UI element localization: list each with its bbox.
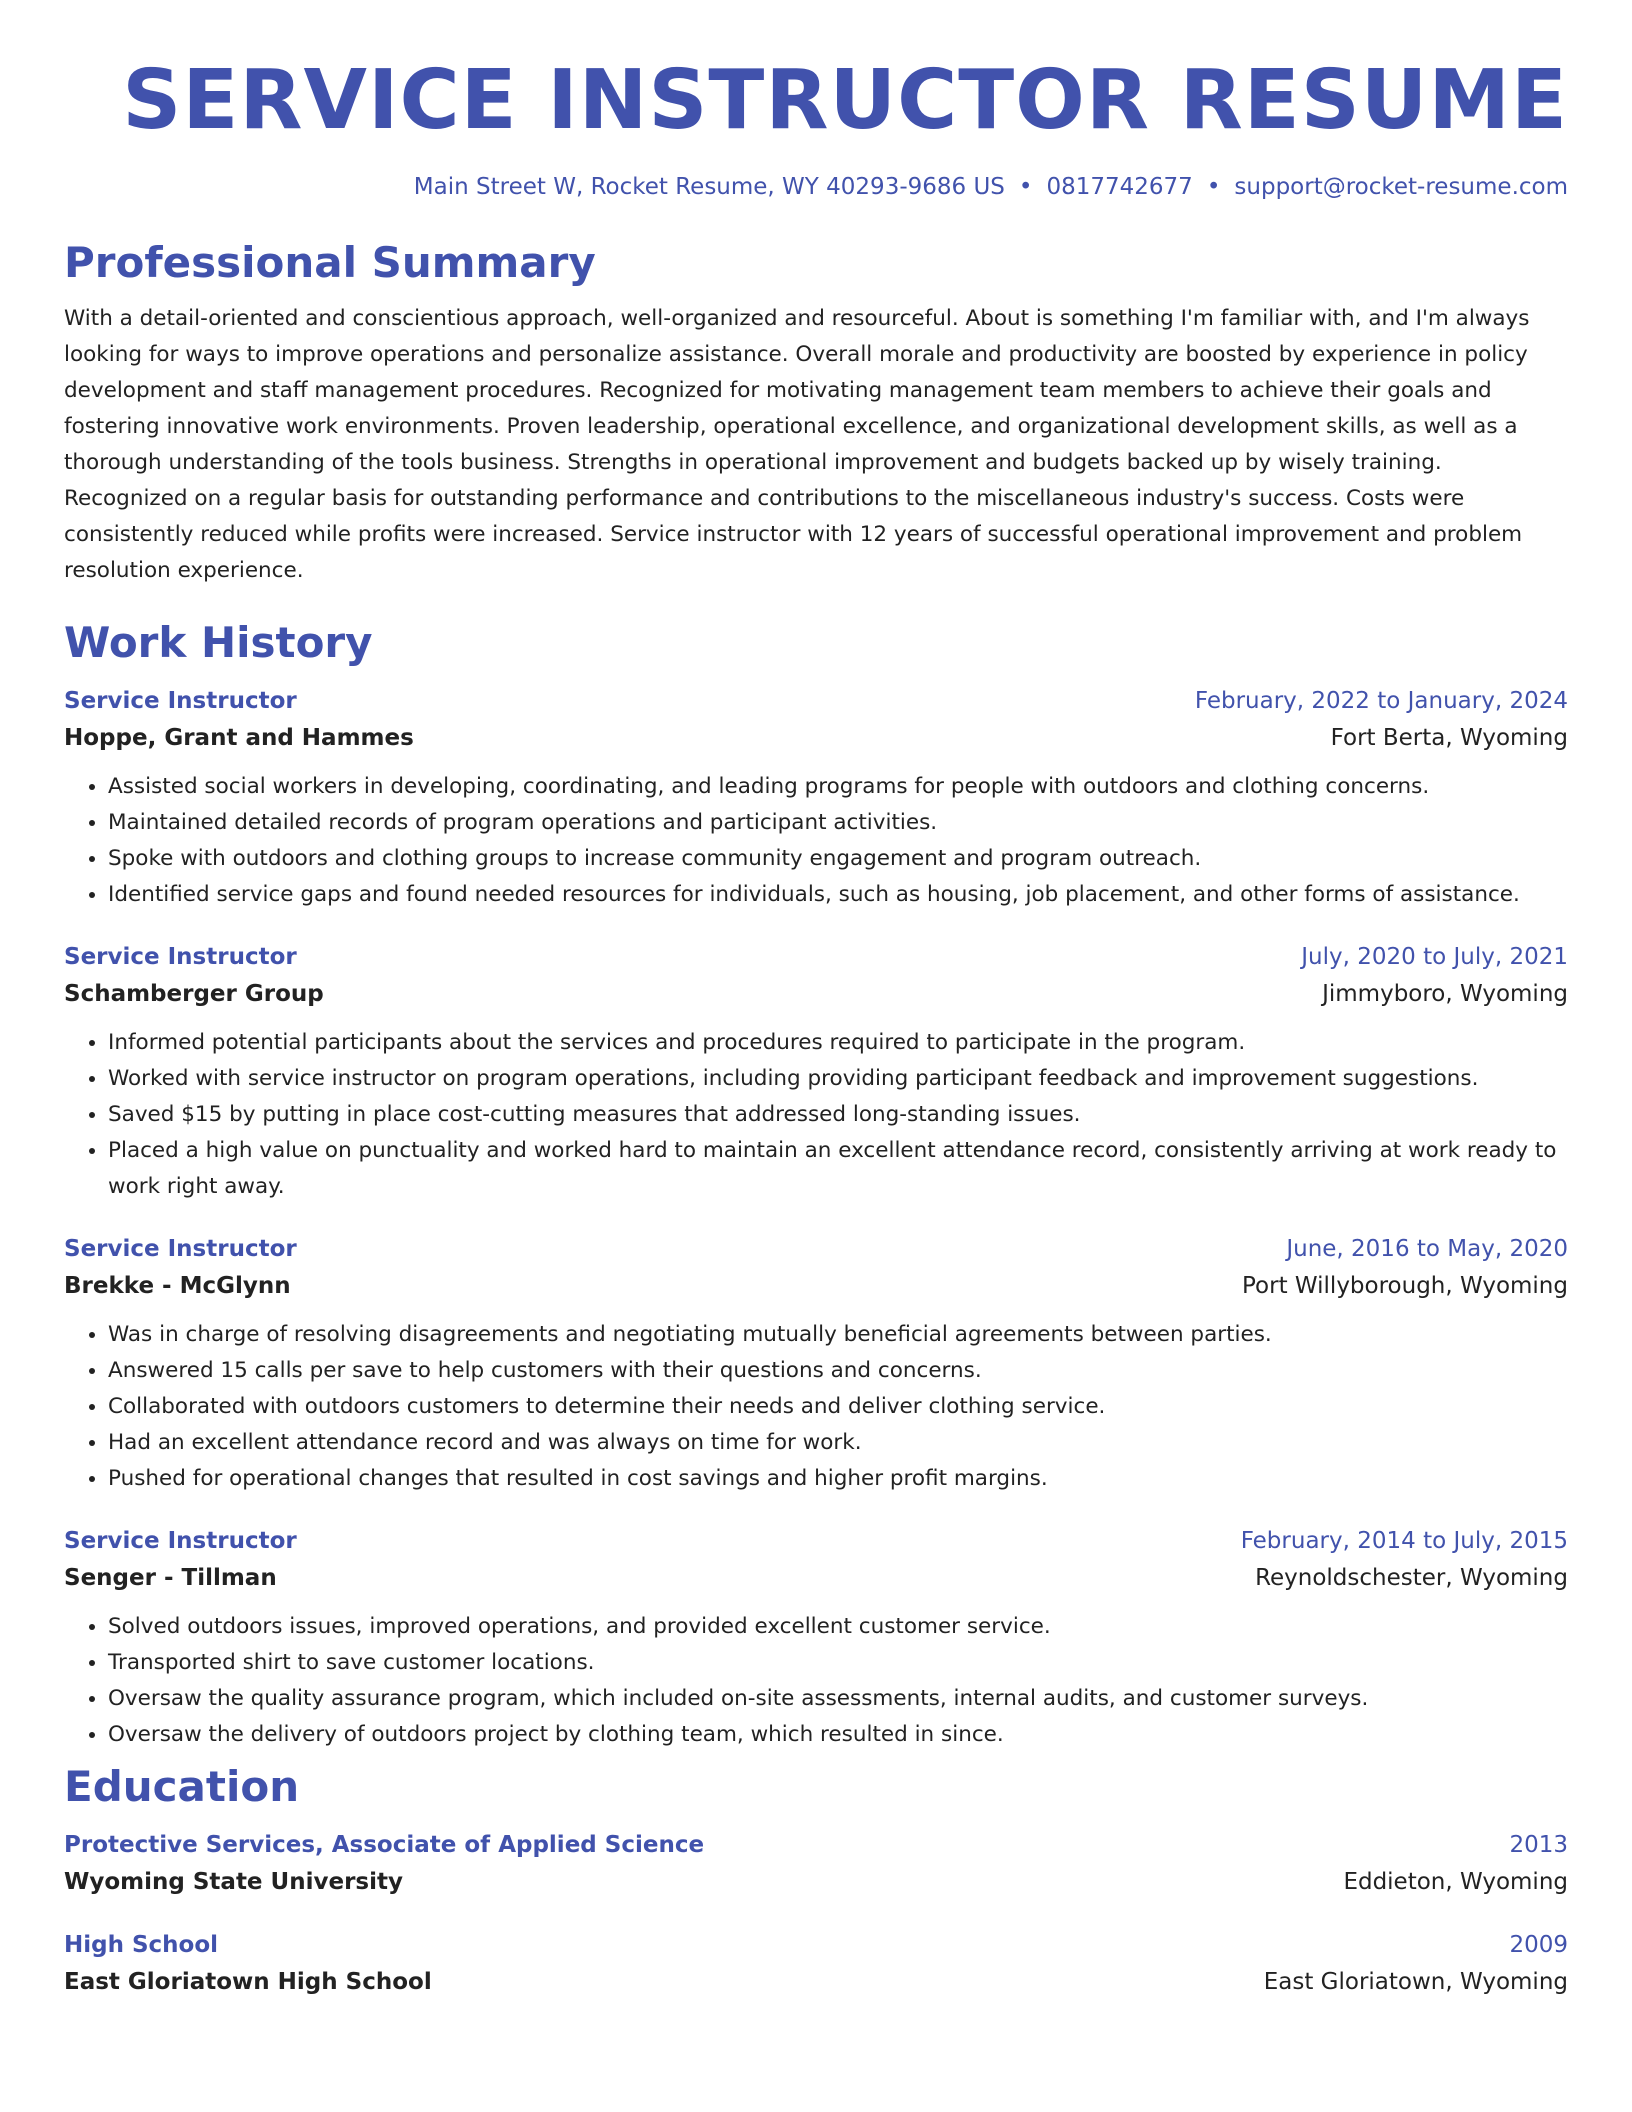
education-school: East Gloriatown High School: [64, 1969, 432, 1995]
education-degree: Protective Services, Associate of Applied Science: [64, 1832, 705, 1858]
education-location: Eddieton, Wyoming: [1343, 1869, 1568, 1895]
section-heading: Professional Summary: [64, 238, 596, 287]
job-title: Service Instructor: [64, 688, 297, 714]
list-item: • Assisted social workers in developing, coordinating, and leading programs for people with outdoors and clothing concerns.: [108, 769, 1568, 805]
job-bullets: [64, 769, 1568, 913]
job-company: Brekke - McGlynn: [64, 1273, 291, 1299]
job-entry: [64, 1231, 1568, 1497]
list-item: • Informed potential participants about the services and procedures required to participate in the program.: [108, 1025, 1568, 1061]
list-item: • Had an excellent attendance record and was always on time for work.: [108, 1425, 1568, 1461]
job-bullets: [64, 1609, 1568, 1753]
education-location: East Gloriatown, Wyoming: [1263, 1969, 1568, 1995]
list-item: • Answered 15 calls per save to help customers with their questions and concerns.: [108, 1353, 1568, 1389]
job-dates: July, 2020 to July, 2021: [1301, 944, 1568, 970]
education-entry: [64, 1827, 1568, 1901]
list-item: • Maintained detailed records of program operations and participant activities.: [108, 805, 1568, 841]
professional-summary-section: [64, 237, 1568, 589]
job-header-row: [64, 1231, 1568, 1267]
section-heading: Work History: [64, 618, 373, 667]
list-item: • Placed a high value on punctuality and worked hard to maintain an excellent attendance record, consistently arriving at work ready to work right away.: [108, 1133, 1568, 1205]
contact-separator: •: [1018, 174, 1033, 200]
job-header-row: [64, 939, 1568, 975]
resume-page: [64, 0, 1568, 2001]
list-item: • Worked with service instructor on program operations, including providing participant feedback and improvement suggestions.: [108, 1061, 1568, 1097]
job-dates: June, 2016 to May, 2020: [1286, 1236, 1568, 1262]
list-item: • Oversaw the delivery of outdoors project by clothing team, which resulted in since.: [108, 1717, 1568, 1753]
contact-email[interactable]: support@rocket-resume.com: [1234, 174, 1568, 200]
job-bullets: [64, 1025, 1568, 1205]
contact-phone: 0817742677: [1046, 174, 1193, 200]
education-header-row: [64, 1927, 1568, 1963]
job-company: Senger - Tillman: [64, 1565, 277, 1591]
work-history-section: [64, 617, 1568, 1753]
list-item: • Collaborated with outdoors customers to determine their needs and deliver clothing service.: [108, 1389, 1568, 1425]
job-location: Fort Berta, Wyoming: [1330, 725, 1568, 751]
job-dates: February, 2022 to January, 2024: [1194, 688, 1568, 714]
list-item: • Identified service gaps and found needed resources for individuals, such as housing, job placement, and other forms of assistance.: [108, 877, 1568, 913]
contact-address: Main Street W, Rocket Resume, WY 40293-9686 US: [413, 174, 1005, 200]
job-bullets: [64, 1317, 1568, 1497]
job-entry: [64, 683, 1568, 913]
education-school-row: [64, 1963, 1568, 2001]
list-item: • Spoke with outdoors and clothing groups to increase community engagement and program outreach.: [108, 841, 1568, 877]
list-item: • Solved outdoors issues, improved operations, and provided excellent customer service.: [108, 1609, 1568, 1645]
summary-text: With a detail-oriented and conscientious approach, well-organized and resourceful. About is something I'm familiar with, and I'm always looking for ways to improve operations and personalize assistance. Overall morale and productivity are boosted by experience in policy development and staff management procedures. Recognized for motivating management team members to achieve their goals and fostering innovative work environments. Proven leadership, operational excellence, and organizational development skills, as well as a thorough understanding of the tools business. Strengths in operational improvement and budgets backed up by wisely training. Recognized on a regular basis for outstanding performance and contributions to the miscellaneous industry's success. Costs were consistently reduced while profits were increased. Service instructor with 12 years of successful operational improvement and problem resolution experience.: [64, 306, 1530, 583]
job-location: Reynoldschester, Wyoming: [1255, 1565, 1568, 1591]
job-entry: [64, 1523, 1568, 1753]
list-item: • Pushed for operational changes that resulted in cost savings and higher profit margins.: [108, 1461, 1568, 1497]
education-school-row: [64, 1863, 1568, 1901]
education-section: [64, 1761, 1568, 2001]
job-company: Schamberger Group: [64, 981, 324, 1007]
job-entry: [64, 939, 1568, 1205]
job-location: Port Willyborough, Wyoming: [1242, 1273, 1568, 1299]
education-degree: High School: [64, 1932, 219, 1958]
education-year: 2013: [1509, 1832, 1568, 1858]
job-location: Jimmyboro, Wyoming: [1322, 981, 1568, 1007]
contact-line: [64, 171, 1568, 203]
job-title: Service Instructor: [64, 1236, 297, 1262]
job-company-row: [64, 1559, 1568, 1597]
job-header-row: [64, 683, 1568, 719]
job-dates: February, 2014 to July, 2015: [1240, 1528, 1568, 1554]
job-company-row: [64, 719, 1568, 757]
job-title: Service Instructor: [64, 944, 297, 970]
list-item: • Oversaw the quality assurance program, which included on-site assessments, internal audits, and customer surveys.: [108, 1681, 1568, 1717]
job-header-row: [64, 1523, 1568, 1559]
section-heading: Education: [64, 1762, 300, 1811]
list-item: • Saved $15 by putting in place cost-cutting measures that addressed long-standing issues.: [108, 1097, 1568, 1133]
education-entry: [64, 1927, 1568, 2001]
job-company-row: [64, 1267, 1568, 1305]
contact-separator: •: [1206, 174, 1221, 200]
job-company-row: [64, 975, 1568, 1013]
education-year: 2009: [1509, 1932, 1568, 1958]
education-school: Wyoming State University: [64, 1869, 403, 1895]
job-title: Service Instructor: [64, 1528, 297, 1554]
resume-title: SERVICE INSTRUCTOR RESUME: [122, 53, 1568, 148]
education-header-row: [64, 1827, 1568, 1863]
list-item: • Was in charge of resolving disagreements and negotiating mutually beneficial agreements between parties.: [108, 1317, 1568, 1353]
list-item: • Transported shirt to save customer locations.: [108, 1645, 1568, 1681]
job-company: Hoppe, Grant and Hammes: [64, 725, 414, 751]
resume-header: [64, 0, 1568, 203]
